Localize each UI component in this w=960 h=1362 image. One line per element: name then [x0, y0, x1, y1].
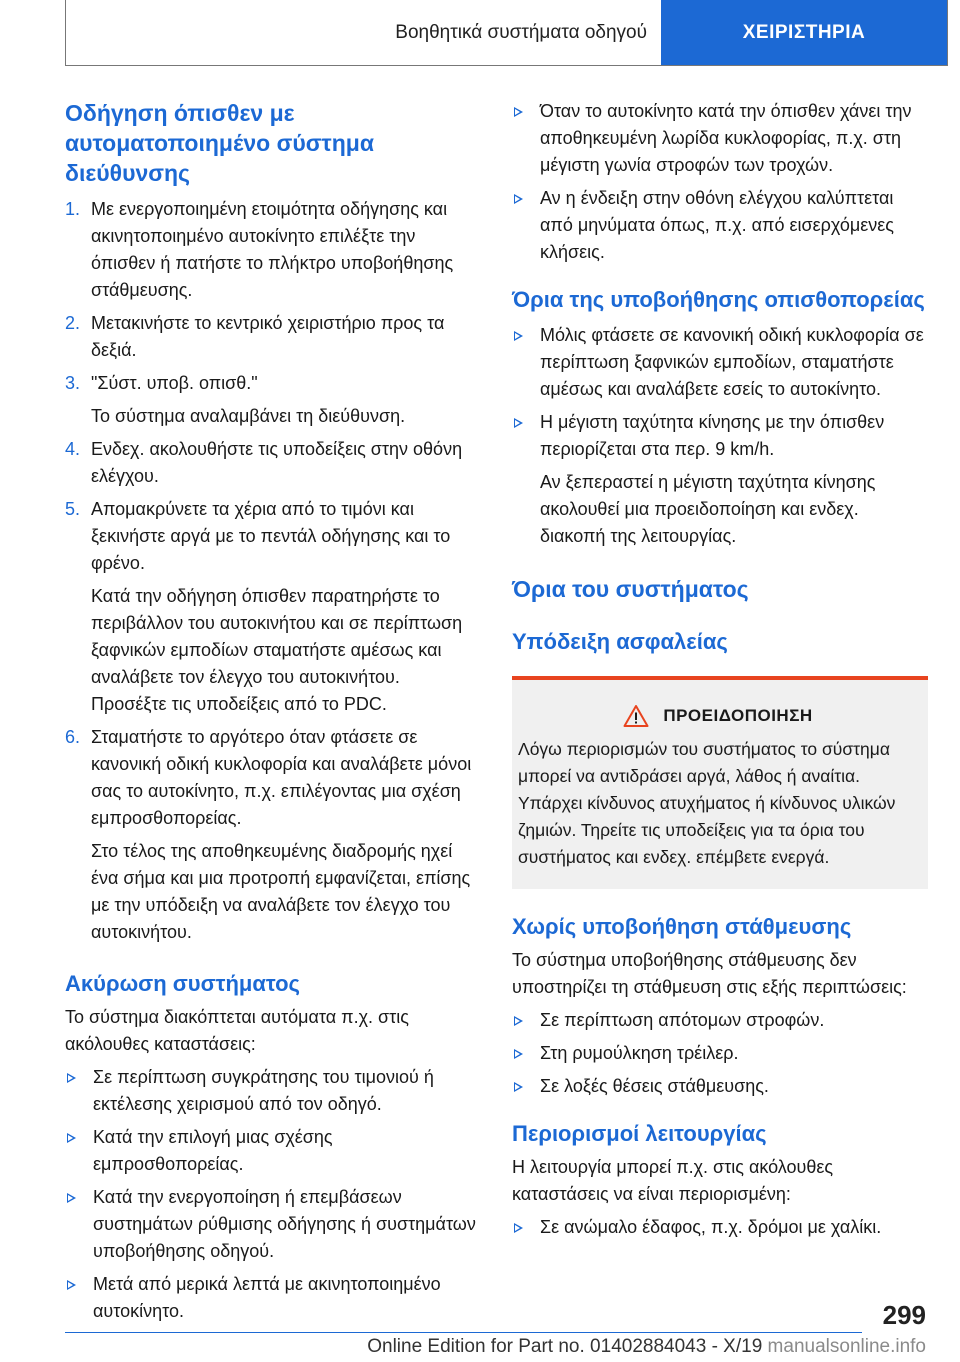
step-number: 4.: [65, 439, 81, 459]
section-heading-system-limits: Όρια του συστήματος: [512, 576, 749, 602]
continued-cancel-list: [512, 98, 928, 266]
list-item-text: Σε περίπτωση απότομων στροφών.: [540, 1010, 825, 1030]
section-heading-cancel: Ακύρωση συστήματος: [65, 971, 300, 996]
step-text: Απομακρύνετε τα χέρια από το τιμόνι και ξεκινήστε αργά με το πεντάλ οδήγησης και το φρένο.: [91, 499, 451, 573]
footer-edition: [0, 1336, 926, 1358]
bullet-triangle-icon: [67, 1073, 76, 1083]
step-note: Στο τέλος της αποθηκευμένης διαδρομής ηχεί ένα σήμα και μια προτροπή εμφανίζεται, επίσης με την υπόδειξη να αναλάβετε τον έλεγχο του αυτοκινήτου.: [91, 841, 471, 942]
bullet-triangle-icon: [514, 1082, 523, 1092]
step-item: [65, 196, 480, 304]
footer-divider: [65, 1332, 862, 1333]
reverse-limits-list: [512, 322, 928, 550]
list-item-text: Όταν το αυτοκίνητο κατά την όπισθεν χάνει την αποθηκευμένη λωρίδα κυκλοφορίας, π.χ. στη μέγιστη γωνία στροφών των τροχών.: [540, 101, 912, 175]
step-item: [65, 496, 480, 718]
list-item-text: Κατά την ενεργοποίηση ή επεμβάσεων συστημάτων ρύθμισης οδήγησης ή συστημάτων υποβοήθησης οδηγού.: [93, 1187, 476, 1261]
list-item: [512, 1007, 928, 1034]
list-item-text: Η μέγιστη ταχύτητα κίνησης με την όπισθεν περιορίζεται στα περ. 9 km/h.: [540, 412, 885, 459]
warning-header: [518, 704, 918, 728]
step-text: Με ενεργοποιημένη ετοιμότητα οδήγησης και ακινητοποιημένο αυτοκίνητο επιλέξτε την όπισθεν ή πατήστε το πλήκτρο υποβοήθησης στάθμευσης.: [91, 199, 454, 300]
list-item: [512, 1040, 928, 1067]
list-item: [65, 1064, 480, 1118]
no-assist-intro: Το σύστημα υποβοήθησης στάθμευσης δεν υποστηρίζει τη στάθμευση στις εξής περιπτώσεις:: [512, 950, 907, 997]
warning-text: Λόγω περιορισμών του συστήματος το σύστημα μπορεί να αντιδράσει αργά, λάθος ή αναίτια. Υπάρχει κίνδυνος ατυχήματος ή κίνδυνος υλικών ζημιών. Τηρείτε τις υποδείξεις για τα όρια του συστήματος και ενδεχ. επέμβετε ενεργά.: [518, 739, 896, 867]
bullet-triangle-icon: [67, 1280, 76, 1290]
list-item: [65, 1271, 480, 1325]
step-number: 6.: [65, 727, 81, 747]
cancel-list: [65, 1064, 480, 1325]
list-item: [65, 1184, 480, 1265]
list-item-text: Σε λοξές θέσεις στάθμευσης.: [540, 1076, 769, 1096]
cancel-intro: Το σύστημα διακόπτεται αυτόματα π.χ. στις ακόλουθες καταστάσεις:: [65, 1007, 409, 1054]
step-text: "Σύστ. υποβ. οπισθ.": [91, 373, 258, 393]
bullet-triangle-icon: [67, 1193, 76, 1203]
page-number: 299: [882, 1300, 926, 1330]
step-item: [65, 436, 480, 490]
step-note: Το σύστημα αναλαμβάνει τη διεύθυνση.: [91, 406, 406, 426]
section-heading-reverse-limits: Όρια της υποβοήθησης οπισθοπορείας: [512, 287, 925, 312]
header-section-title: Βοηθητικά συστήματα οδηγού: [395, 21, 647, 43]
footer-watermark: manualsonline.info: [762, 1336, 926, 1357]
step-item: [65, 370, 480, 430]
bullet-triangle-icon: [514, 1223, 523, 1233]
no-assist-list: [512, 1007, 928, 1100]
list-item-note: Αν ξεπεραστεί η μέγιστη ταχύτητα κίνησης ακολουθεί μια προειδοποίηση και ενδεχ. διακοπή της λειτουργίας.: [540, 472, 876, 546]
section-heading-no-assist: Χωρίς υποβοήθηση στάθμευσης: [512, 914, 852, 939]
step-note: Κατά την οδήγηση όπισθεν παρατηρήστε το περιβάλλον του αυτοκινήτου και σε περίπτωση ξαφνικών εμποδίων σταματήστε αμέσως και αναλάβετε τον έλεγχο του αυτοκινήτου. Προσέξτε τις υποδείξεις από το PDC.: [91, 586, 463, 714]
list-item: [512, 1073, 928, 1100]
header-chapter-tab[interactable]: ΧΕΙΡΙΣΤΗΡΙΑ: [661, 0, 947, 65]
bullet-triangle-icon: [67, 1133, 76, 1143]
bullet-triangle-icon: [514, 1016, 523, 1026]
step-text: Σταματήστε το αργότερο όταν φτάσετε σε κανονική οδική κυκλοφορία και αναλάβετε μόνοι σας το αυτοκίνητο, π.χ. επιλέγοντας μια σχέση εμπροσθοπορείας.: [91, 727, 472, 828]
list-item: [512, 1214, 928, 1241]
step-item: [65, 724, 480, 946]
step-item: [65, 310, 480, 364]
list-item-text: Αν η ένδειξη στην οθόνη ελέγχου καλύπτεται από μηνύματα όπως, π.χ. από εισερχόμενες κλήσεις.: [540, 188, 894, 262]
footer-edition-text: Online Edition for Part no. 01402884043 - X/19: [367, 1336, 763, 1357]
step-number: 1.: [65, 199, 81, 219]
warning-triangle-icon: [623, 704, 649, 728]
left-column: [65, 98, 480, 1325]
list-item: [65, 1124, 480, 1178]
steps-list: [65, 196, 480, 946]
page-header: [65, 0, 948, 66]
list-item-text: Σε περίπτωση συγκράτησης του τιμονιού ή εκτέλεσης χειρισμού από τον οδηγό.: [93, 1067, 434, 1114]
section-heading-restrictions: Περιορισμοί λειτουργίας: [512, 1121, 767, 1146]
restrictions-intro: Η λειτουργία μπορεί π.χ. στις ακόλουθες καταστάσεις να είναι περιορισμένη:: [512, 1157, 834, 1204]
bullet-triangle-icon: [514, 418, 523, 428]
bullet-triangle-icon: [514, 1049, 523, 1059]
list-item: [512, 98, 928, 179]
step-number: 3.: [65, 373, 81, 393]
step-number: 5.: [65, 499, 81, 519]
list-item-text: Μετά από μερικά λεπτά με ακινητοποιημένο αυτοκίνητο.: [93, 1274, 441, 1321]
list-item-text: Μόλις φτάσετε σε κανονική οδική κυκλοφορία σε περίπτωση ξαφνικών εμποδίων, σταματήστε αμέσως και αναλάβετε εσείς το αυτοκίνητο.: [540, 325, 924, 399]
bullet-triangle-icon: [514, 331, 523, 341]
step-text: Μετακινήστε το κεντρικό χειριστήριο προς τα δεξιά.: [91, 313, 445, 360]
right-column: [512, 98, 928, 1241]
list-item-text: Στη ρυμούλκηση τρέιλερ.: [540, 1043, 739, 1063]
list-item: [512, 322, 928, 403]
warning-box: [512, 676, 928, 889]
list-item-text: Σε ανώμαλο έδαφος, π.χ. δρόμοι με χαλίκι.: [540, 1217, 882, 1237]
restrictions-list: [512, 1214, 928, 1241]
section-heading-safety: Υπόδειξη ασφαλείας: [512, 629, 728, 654]
bullet-triangle-icon: [514, 107, 523, 117]
section-heading-reverse-steering: Οδήγηση όπισθεν με αυτοματοποιημένο σύστημα διεύθυνσης: [65, 100, 374, 186]
step-number: 2.: [65, 313, 81, 333]
list-item: [512, 409, 928, 550]
step-text: Ενδεχ. ακολουθήστε τις υποδείξεις στην οθόνη ελέγχου.: [91, 439, 463, 486]
warning-label: ΠΡΟΕΙΔΟΠΟΙΗΣΗ: [663, 706, 813, 725]
bullet-triangle-icon: [514, 194, 523, 204]
list-item: [512, 185, 928, 266]
list-item-text: Κατά την επιλογή μιας σχέσης εμπροσθοπορείας.: [93, 1127, 333, 1174]
